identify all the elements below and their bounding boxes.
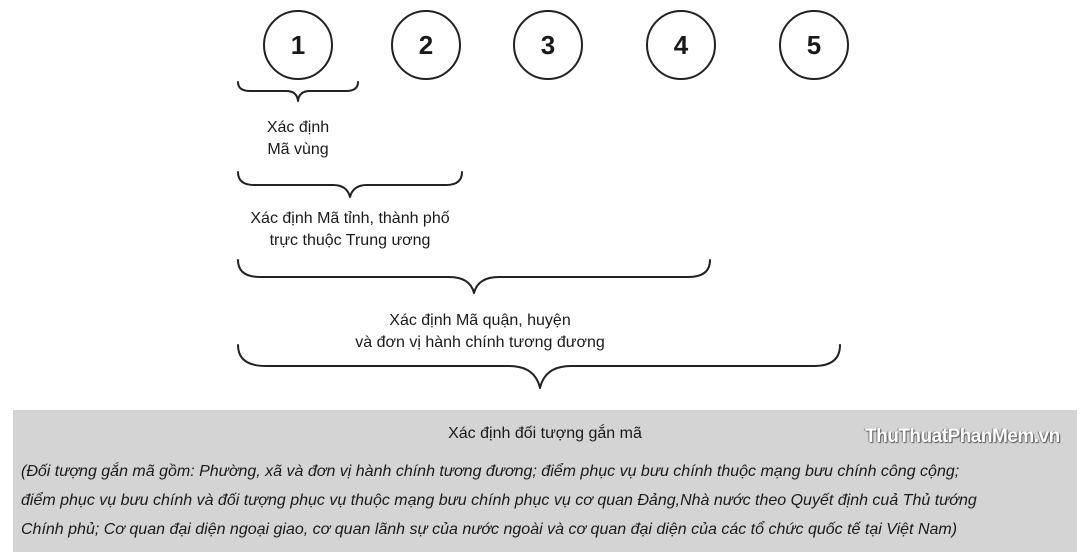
watermark-logo: ThuThuatPhanMem.vn — [865, 426, 1060, 447]
brace-district-code — [238, 260, 710, 293]
object-description-line-3: Chính phủ; Cơ quan đại diện ngoại giao, cơ quan lãnh sự của nước ngoài và cơ quan đại diện của các tổ chức quốc tế tại Việt Nam) — [21, 521, 958, 538]
province-code-label-line-1: Xác định Mã tỉnh, thành phố — [250, 210, 450, 227]
district-code-label-line-1: Xác định Mã quận, huyện — [389, 312, 571, 329]
digit-3-circle: 3 — [513, 10, 583, 80]
object-code-description — [21, 457, 1071, 544]
brace-area-code — [238, 82, 358, 101]
digit-4-circle: 4 — [646, 10, 716, 80]
digit-5-circle: 5 — [779, 10, 849, 80]
area-code-label-line-1: Xác định — [266, 119, 330, 136]
digit-1-circle: 1 — [263, 10, 333, 80]
area-code-label — [238, 117, 358, 161]
object-description-line-1: (Đối tượng gắn mã gồm: Phường, xã và đơn vị hành chính tương đương; điểm phục vụ bưu chính thuộc mạng bưu chính công cộng; — [21, 463, 960, 480]
area-code-label-line-2: Mã vùng — [267, 141, 329, 158]
district-code-label-line-2: và đơn vị hành chính tương đương — [355, 334, 605, 351]
district-code-label — [300, 310, 660, 354]
object-code-title: Xác định đối tượng gắn mã — [448, 425, 642, 442]
province-code-label-line-2: trực thuộc Trung ương — [269, 232, 431, 249]
brace-province-code — [238, 172, 462, 197]
province-code-label — [200, 208, 500, 252]
object-code-box — [13, 410, 1077, 552]
digit-2-circle: 2 — [391, 10, 461, 80]
object-description-line-2: điểm phục vụ bưu chính và đối tượng phục vụ thuộc mạng bưu chính phục vụ cơ quan Đảng,Nhà nước theo Quyết định cuả Thủ tướng — [21, 492, 977, 509]
